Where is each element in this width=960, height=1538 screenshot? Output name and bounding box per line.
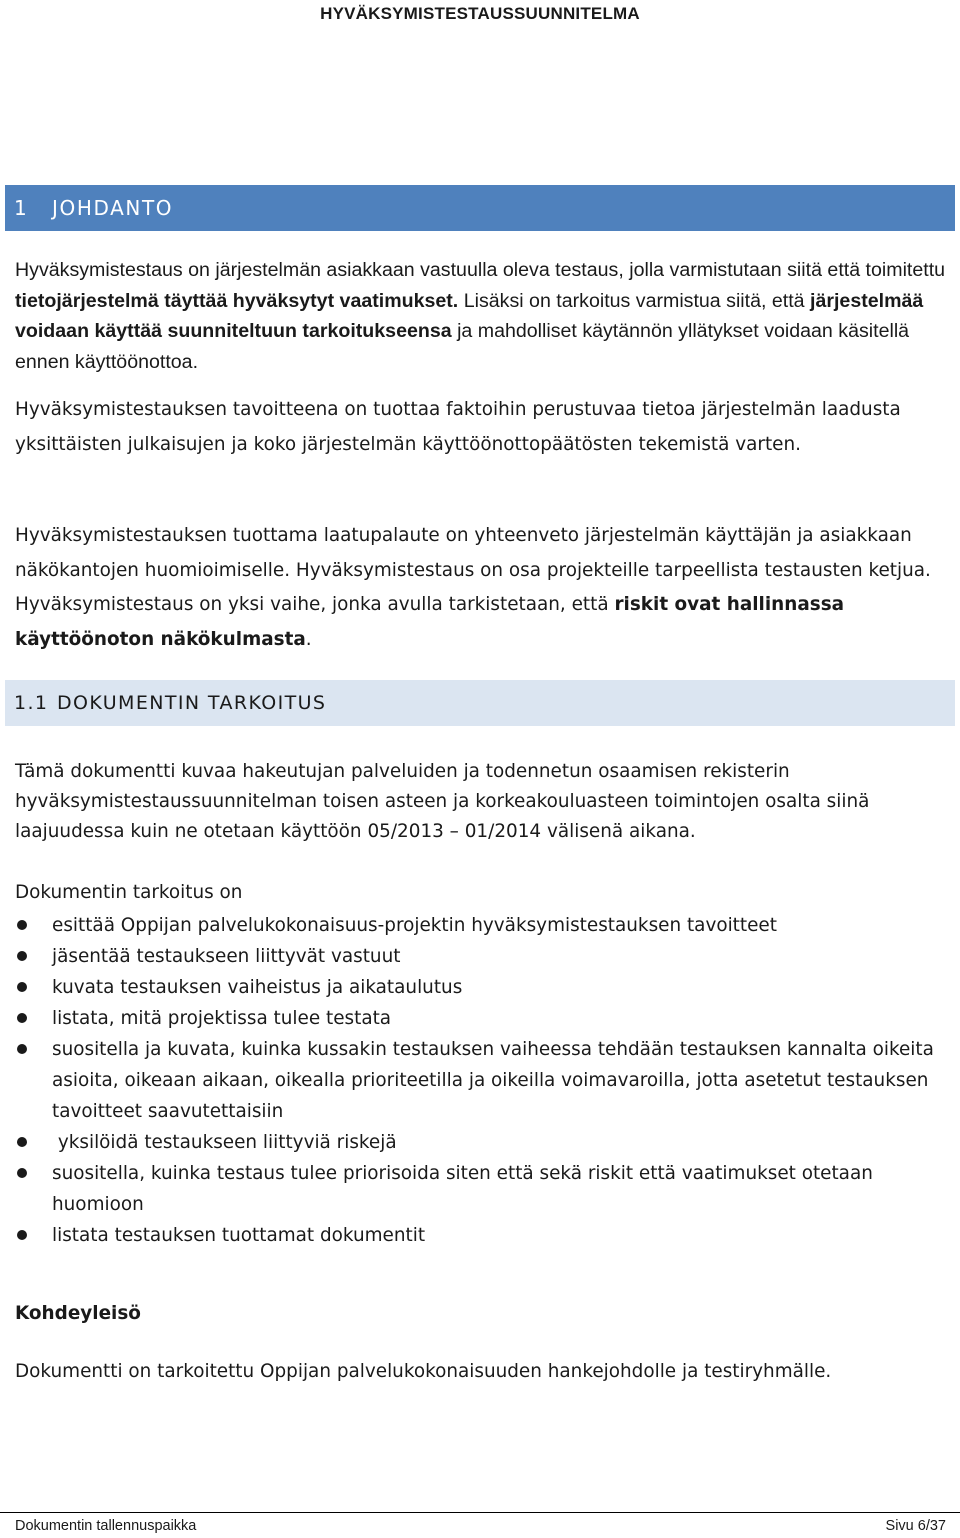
bullet-icon bbox=[17, 1137, 27, 1147]
list-item bbox=[15, 1034, 950, 1127]
bullet-icon bbox=[17, 982, 27, 992]
intro-text-3: ja mahdolliset käytännön yllätykset voidaan käsitellä ennen käyttöönottoa. bbox=[15, 320, 910, 373]
intro-text-1: Hyväksymistestaus on järjestelmän asiakkaan vastuulla oleva testaus, jolla varmistutaan siitä että toimitettu bbox=[15, 259, 946, 281]
list-item bbox=[15, 1220, 950, 1251]
bullet-icon bbox=[17, 951, 27, 961]
scope-paragraph: Tämä dokumentti kuvaa hakeutujan palveluiden ja todennetun osaamisen rekisterin hyväksymistestaussuunnitelman toisen asteen ja korkeakouluasteen toimintojen osalta siinä laajuudessa kuin ne otetaan käyttöön 05/2013 – 01/2014 välisenä aikana. bbox=[15, 761, 870, 842]
bullet-icon bbox=[17, 1044, 27, 1054]
intro-bold-1: tietojärjestelmä täyttää hyväksytyt vaatimukset. bbox=[15, 289, 459, 312]
intro-paragraph bbox=[15, 255, 950, 377]
bullet-icon bbox=[17, 1013, 27, 1023]
purpose-intro: Dokumentin tarkoitus on bbox=[15, 882, 243, 903]
section-1-number: 1 bbox=[14, 196, 29, 220]
purpose-list bbox=[15, 910, 950, 1251]
section-1-1-heading bbox=[5, 680, 955, 726]
footer-divider bbox=[0, 1512, 960, 1513]
list-item-text: esittää Oppijan palvelukokonaisuus-projektin hyväksymistestauksen tavoitteet bbox=[52, 915, 777, 936]
list-item-text: jäsentää testaukseen liittyvät vastuut bbox=[52, 946, 401, 967]
list-item-text: listata, mitä projektissa tulee testata bbox=[52, 1008, 392, 1029]
feedback-text-1: Hyväksymistestauksen tuottama laatupalaute on yhteenveto järjestelmän käyttäjän ja asiakkaan näkökantojen huomioimiselle. Hyväksymistestaus on osa projekteille tarpeellista testausten ketjua. Hyväksymistestaus on yksi vaihe, jonka avulla tarkistetaan, että bbox=[15, 525, 931, 615]
feedback-text-2: . bbox=[305, 628, 312, 650]
section-1-1-number: 1.1 bbox=[14, 692, 49, 714]
list-item-text: suositella, kuinka testaus tulee priorisoida siten että sekä riskit että vaatimukset otetaan huomioon bbox=[52, 1163, 873, 1215]
list-item bbox=[15, 941, 950, 972]
list-item bbox=[15, 972, 950, 1003]
bullet-icon bbox=[17, 1168, 27, 1178]
section-1-1-title: DOKUMENTIN TARKOITUS bbox=[57, 692, 327, 714]
section-1-title: JOHDANTO bbox=[52, 196, 174, 220]
intro-text-2: Lisäksi on tarkoitus varmistua siitä, että bbox=[458, 289, 811, 312]
list-item bbox=[15, 1003, 950, 1034]
list-item bbox=[15, 1158, 950, 1220]
audience-paragraph: Dokumentti on tarkoitettu Oppijan palvelukokonaisuuden hankejohdolle ja testiryhmälle. bbox=[15, 1361, 832, 1382]
page-number: Sivu 6/37 bbox=[885, 1518, 946, 1534]
section-1-heading bbox=[5, 185, 955, 231]
list-item-text: suositella ja kuvata, kuinka kussakin testauksen vaiheessa tehdään testauksen kannalta oikeita asioita, oikeaan aikaan, oikealla prioriteetilla ja oikeilla voimavaroilla, jotta asetetut testauksen tavoitteet saavutettaisiin bbox=[52, 1039, 934, 1122]
list-item-text: yksilöidä testaukseen liittyviä riskejä bbox=[52, 1132, 397, 1153]
list-item-text: listata testauksen tuottamat dokumentit bbox=[52, 1225, 426, 1246]
goal-paragraph: Hyväksymistestauksen tavoitteena on tuottaa faktoihin perustuvaa tietoa järjestelmän laadusta yksittäisten julkaisujen ja koko järjestelmän käyttöönottopäätösten tekemistä varten. bbox=[15, 399, 901, 455]
feedback-paragraph bbox=[15, 519, 950, 657]
footer-location: Dokumentin tallennuspaikka bbox=[15, 1518, 197, 1534]
feedback-bold: riskit ovat hallinnassa käyttöönoton näkökulmasta bbox=[15, 594, 845, 650]
intro-bold-2: järjestelmää voidaan käyttää suunniteltuun tarkoitukseensa bbox=[15, 289, 924, 342]
audience-heading: Kohdeyleisö bbox=[15, 1303, 141, 1324]
bullet-icon bbox=[17, 1230, 27, 1240]
list-item-text: kuvata testauksen vaiheistus ja aikataulutus bbox=[52, 977, 463, 998]
list-item bbox=[15, 910, 950, 941]
running-header: HYVÄKSYMISTESTAUSSUUNNITELMA bbox=[320, 4, 640, 23]
list-item bbox=[15, 1127, 950, 1158]
bullet-icon bbox=[17, 920, 27, 930]
